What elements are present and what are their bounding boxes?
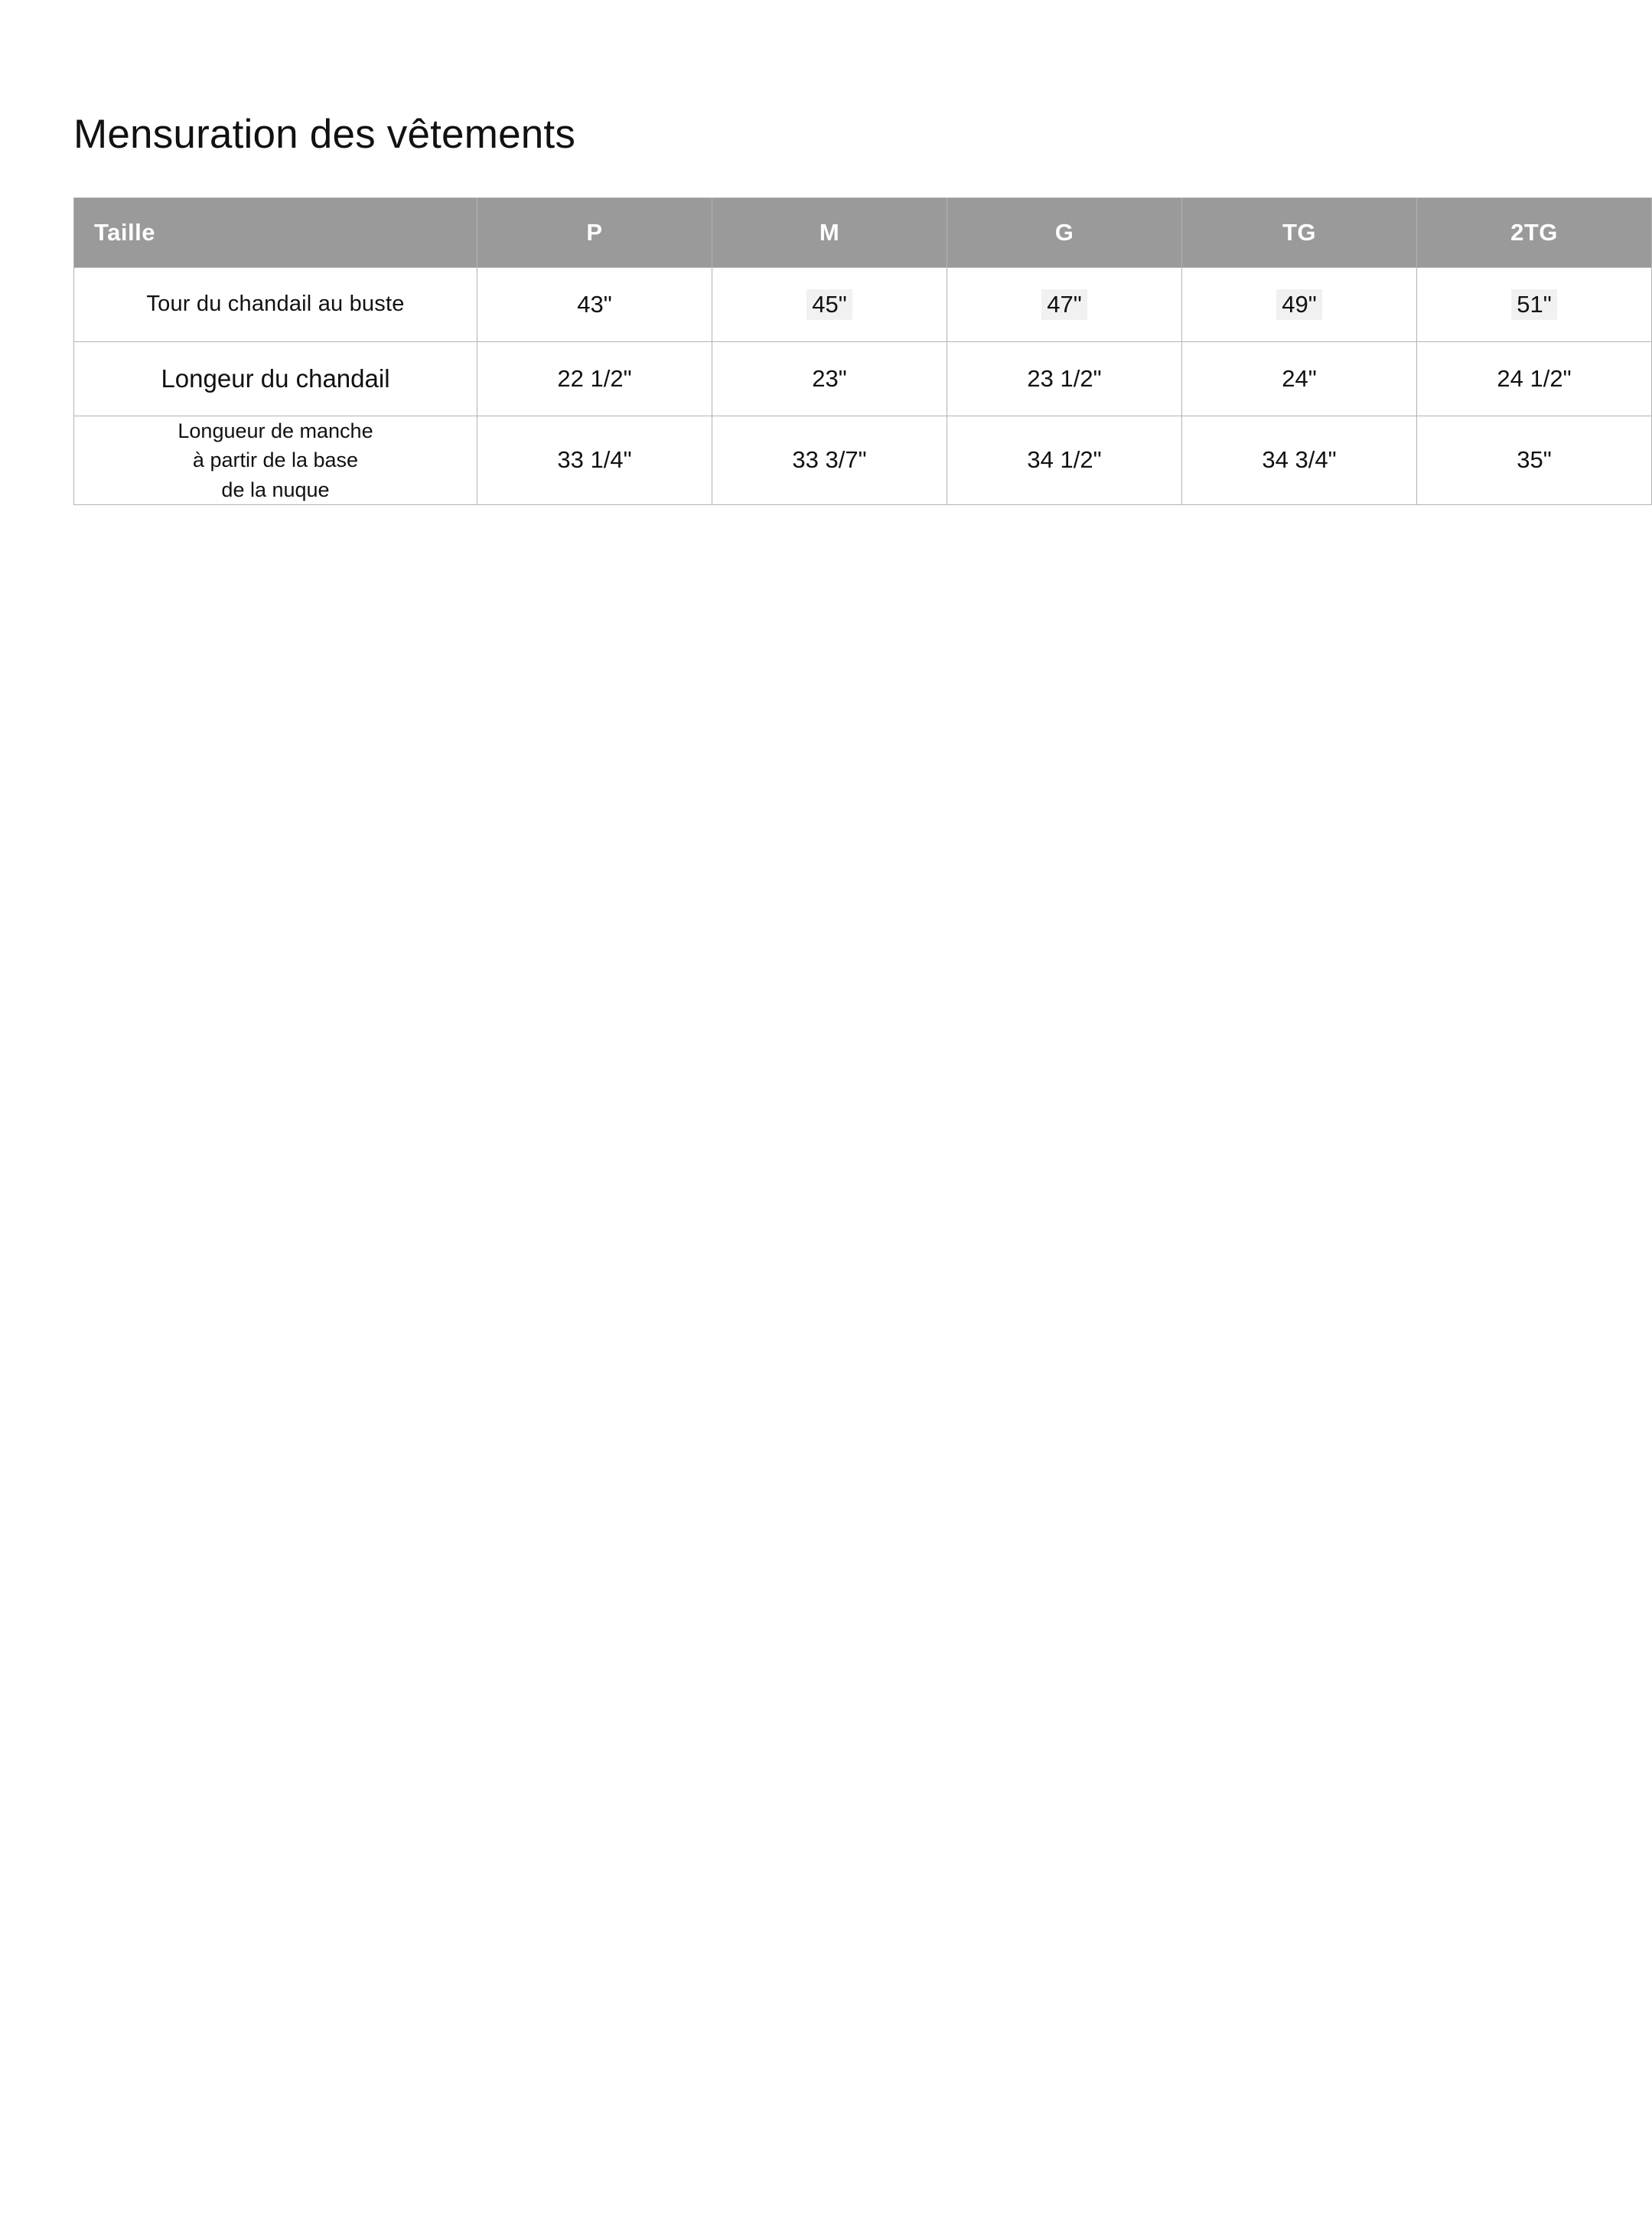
cell-value: 22 1/2" <box>557 365 632 392</box>
cell-value: 33 3/7" <box>792 446 867 474</box>
row-label-longueur-chandail: Longeur du chandail <box>74 342 477 416</box>
row-label-line-2: à partir de la base <box>192 448 359 472</box>
table-row <box>74 342 1652 416</box>
cell-value: 43" <box>577 291 612 318</box>
table-header <box>74 198 1652 268</box>
cell-buste-p <box>477 268 712 342</box>
cell-longueur-chandail-m <box>712 342 947 416</box>
cell-longueur-manche-tg <box>1182 416 1417 505</box>
table-row <box>74 268 1652 342</box>
column-header-size-g: G <box>947 198 1182 268</box>
column-header-taille: Taille <box>74 198 477 268</box>
cell-longueur-manche-p <box>477 416 712 505</box>
cell-longueur-chandail-p <box>477 342 712 416</box>
cell-longueur-chandail-tg <box>1182 342 1417 416</box>
cell-longueur-manche-m <box>712 416 947 505</box>
cell-value: 23 1/2" <box>1027 365 1102 392</box>
cell-longueur-chandail-2tg <box>1417 342 1652 416</box>
row-label-line-1: Longueur de manche <box>178 419 373 442</box>
cell-value: 24 1/2" <box>1497 365 1572 392</box>
row-label-line-3: de la nuque <box>221 478 330 501</box>
table-body <box>74 268 1652 505</box>
cell-value: 35" <box>1517 446 1552 474</box>
column-header-size-m: M <box>712 198 947 268</box>
cell-longueur-manche-2tg <box>1417 416 1652 505</box>
column-header-size-p: P <box>477 198 712 268</box>
table-row <box>74 416 1652 505</box>
cell-value: 24" <box>1282 365 1317 392</box>
cell-buste-m <box>712 268 947 342</box>
column-header-size-2tg: 2TG <box>1417 198 1652 268</box>
cell-value: 49" <box>1276 289 1322 320</box>
cell-longueur-chandail-g <box>947 342 1182 416</box>
table-header-row <box>74 198 1652 268</box>
cell-buste-2tg <box>1417 268 1652 342</box>
column-header-size-tg: TG <box>1182 198 1417 268</box>
cell-value: 45" <box>806 289 852 320</box>
row-label-longueur-manche <box>74 416 477 505</box>
cell-longueur-manche-g <box>947 416 1182 505</box>
cell-value: 47" <box>1041 289 1087 320</box>
cell-value: 23" <box>812 365 847 392</box>
size-chart-table <box>73 197 1652 505</box>
cell-buste-g <box>947 268 1182 342</box>
page-title: Mensuration des vêtements <box>73 112 576 157</box>
row-label-buste: Tour du chandail au buste <box>74 268 477 342</box>
cell-value: 33 1/4" <box>557 446 632 474</box>
cell-value: 34 3/4" <box>1262 446 1337 474</box>
cell-buste-tg <box>1182 268 1417 342</box>
cell-value: 51" <box>1511 289 1557 320</box>
size-chart-container <box>73 197 1572 505</box>
cell-value: 34 1/2" <box>1027 446 1102 474</box>
